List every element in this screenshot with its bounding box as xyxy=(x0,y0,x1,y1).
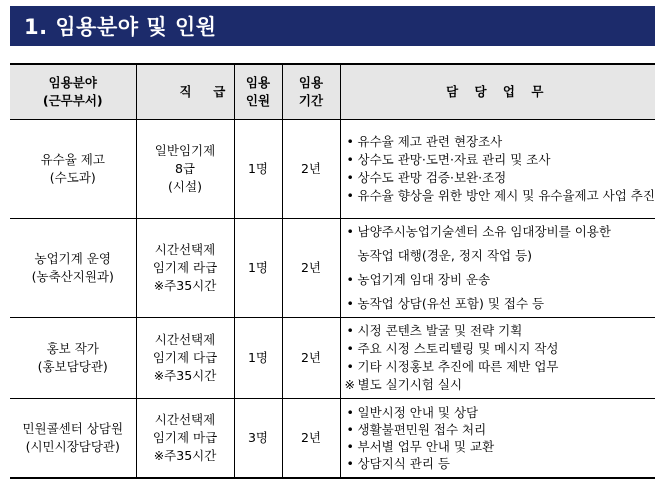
cell-period: 2년 xyxy=(282,399,340,479)
rank-line: (시설) xyxy=(168,179,202,194)
header-count-line1: 임용 xyxy=(245,75,271,90)
header-rank xyxy=(136,64,234,120)
field-stack xyxy=(10,340,136,376)
table-row xyxy=(10,120,655,219)
duty-item xyxy=(345,244,656,268)
rank-line: 시간선택제 xyxy=(154,242,216,257)
cell-field xyxy=(10,219,136,318)
duty-item xyxy=(345,404,656,421)
header-duties xyxy=(340,64,655,120)
bullet-icon: • xyxy=(346,422,354,437)
header-field-line1: 임용분야 xyxy=(48,75,97,90)
cell-field xyxy=(10,399,136,479)
bullet-icon: • xyxy=(346,341,354,356)
table-row xyxy=(10,219,655,318)
cell-rank xyxy=(136,318,234,399)
bullet-icon: • xyxy=(346,170,354,185)
duty-text: 일반시정 안내 및 상담 xyxy=(357,405,479,420)
field-stack xyxy=(10,420,136,456)
field-name: 홍보 작가 xyxy=(46,341,99,356)
duty-text: 시정 콘텐츠 발굴 및 전략 기획 xyxy=(357,323,523,338)
duty-text: 생활불편민원 접수 처리 xyxy=(357,422,487,437)
bullet-icon: • xyxy=(346,272,354,287)
field-stack xyxy=(10,250,136,286)
duty-text: 유수율 향상을 위한 방안 제시 및 유수율제고 사업 추진 xyxy=(357,188,655,203)
duty-list xyxy=(345,404,656,472)
duty-item xyxy=(345,268,656,292)
header-field xyxy=(10,64,136,120)
duty-item xyxy=(345,220,656,244)
header-period xyxy=(282,64,340,120)
field-dept: (홍보담당관) xyxy=(37,359,108,374)
cell-duties xyxy=(340,219,655,318)
duty-text: 농작업 대행(경운, 정지 작업 등) xyxy=(357,248,533,263)
rank-line: ※주35시간 xyxy=(153,448,217,463)
duty-text: 농작업 상담(유선 포함) 및 접수 등 xyxy=(357,296,545,311)
duty-item xyxy=(345,438,656,455)
field-name: 농업기계 운영 xyxy=(34,251,111,266)
header-period-line1: 임용 xyxy=(298,75,324,90)
header-rank-label: 직 급 xyxy=(179,84,226,99)
bullet-icon: • xyxy=(346,405,354,420)
rank-line: ※주35시간 xyxy=(153,368,217,383)
cell-duties xyxy=(340,120,655,219)
table-header-row xyxy=(10,64,655,120)
cell-count: 1명 xyxy=(234,120,282,219)
bullet-icon: • xyxy=(346,359,354,374)
bullet-icon: • xyxy=(346,152,354,167)
duty-text: 주요 시정 스토리텔링 및 메시지 작성 xyxy=(357,341,559,356)
cell-field xyxy=(10,318,136,399)
cell-period: 2년 xyxy=(282,120,340,219)
duty-item xyxy=(345,292,656,316)
duty-text: 기타 시정홍보 추진에 따른 제반 업무 xyxy=(357,359,559,374)
cell-count: 1명 xyxy=(234,219,282,318)
field-dept: (시민시장담당관) xyxy=(25,439,120,454)
duty-text: 상수도 관망 검증·보완·조정 xyxy=(357,170,507,185)
cell-rank xyxy=(136,219,234,318)
duty-item xyxy=(345,358,656,376)
cell-count: 1명 xyxy=(234,318,282,399)
rank-line: 시간선택제 xyxy=(154,332,216,347)
duty-list xyxy=(345,322,656,394)
cell-duties xyxy=(340,318,655,399)
bullet-icon: • xyxy=(346,456,354,471)
field-name: 유수율 제고 xyxy=(40,152,105,167)
header-count-line2: 인원 xyxy=(245,93,271,108)
rank-stack xyxy=(137,241,234,295)
rank-line: 8급 xyxy=(174,161,196,176)
cell-rank xyxy=(136,120,234,219)
rank-stack xyxy=(137,142,234,196)
header-field-line2: (근무부서) xyxy=(42,93,103,108)
table-row xyxy=(10,399,655,479)
cell-count: 3명 xyxy=(234,399,282,479)
header-count xyxy=(234,64,282,120)
duty-text: 유수율 제고 관련 현장조사 xyxy=(357,134,503,149)
duty-item xyxy=(345,133,656,151)
duty-text: 남양주시농업기술센터 소유 임대장비를 이용한 xyxy=(357,224,611,239)
duty-item xyxy=(345,187,656,205)
bullet-icon: • xyxy=(346,439,354,454)
bullet-icon: • xyxy=(346,323,354,338)
duty-item xyxy=(345,169,656,187)
duty-list xyxy=(345,220,656,316)
duty-item xyxy=(345,340,656,358)
duty-item xyxy=(345,151,656,169)
bullet-icon: • xyxy=(346,134,354,149)
note-mark-icon: ※ xyxy=(344,377,355,392)
duty-text: 별도 실기시험 실시 xyxy=(357,377,463,392)
duty-item xyxy=(345,455,656,472)
duty-list xyxy=(345,133,656,205)
rank-line: 임기제 마급 xyxy=(152,430,218,445)
bullet-icon: • xyxy=(346,224,354,239)
field-dept: (수도과) xyxy=(49,170,96,185)
header-duties-label: 담 당 업 무 xyxy=(446,84,550,99)
duty-item xyxy=(345,421,656,438)
rank-line: ※주35시간 xyxy=(153,278,217,293)
cell-period: 2년 xyxy=(282,219,340,318)
cell-rank xyxy=(136,399,234,479)
duty-item xyxy=(345,322,656,340)
rank-stack xyxy=(137,411,234,465)
duty-item xyxy=(345,376,656,394)
field-dept: (농축산지원과) xyxy=(31,269,114,284)
bullet-icon: • xyxy=(346,296,354,311)
rank-stack xyxy=(137,331,234,385)
field-stack xyxy=(10,151,136,187)
cell-field xyxy=(10,120,136,219)
duty-text: 농업기계 임대 장비 운송 xyxy=(357,272,491,287)
recruitment-table xyxy=(10,63,655,479)
cell-duties xyxy=(340,399,655,479)
bullet-icon: • xyxy=(346,188,354,203)
rank-line: 일반임기제 xyxy=(154,143,216,158)
header-period-line2: 기간 xyxy=(298,93,324,108)
duty-text: 상수도 관망·도면·자료 관리 및 조사 xyxy=(357,152,551,167)
section-header-banner xyxy=(10,6,655,46)
field-name: 민원콜센터 상담원 xyxy=(22,421,124,436)
rank-line: 임기제 라급 xyxy=(152,260,218,275)
rank-line: 시간선택제 xyxy=(154,412,216,427)
table-row xyxy=(10,318,655,399)
section-title: 1. 임용분야 및 인원 xyxy=(24,15,217,39)
duty-text: 상담지식 관리 등 xyxy=(357,456,450,471)
rank-line: 임기제 다급 xyxy=(152,350,218,365)
cell-period: 2년 xyxy=(282,318,340,399)
duty-text: 부서별 업무 안내 및 교환 xyxy=(357,439,495,454)
